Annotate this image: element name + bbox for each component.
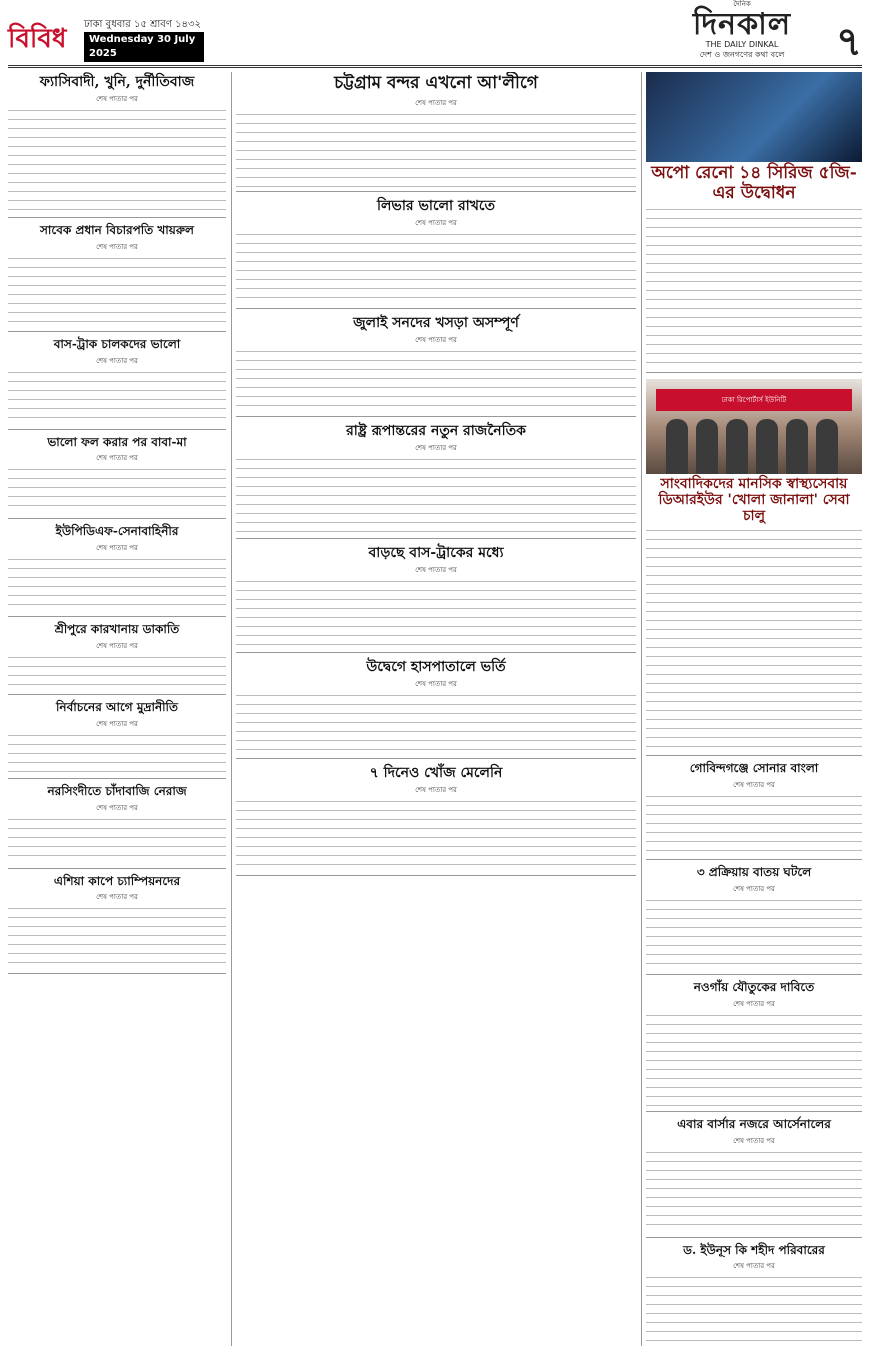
body-text <box>8 107 226 213</box>
headline: ৭ দিনেও খোঁজ মেলেনি <box>369 765 503 782</box>
story-divider <box>8 616 226 617</box>
logo-name: দিনকাল <box>692 7 792 42</box>
story-divider <box>8 518 226 519</box>
news-story <box>8 785 226 869</box>
story-divider <box>8 331 226 332</box>
news-story <box>236 423 636 539</box>
news-story <box>236 315 636 417</box>
headline: নির্বাচনের আগে মুদ্রানীতি <box>55 700 178 715</box>
body-text <box>236 111 636 187</box>
body-text <box>8 556 226 612</box>
body-text <box>646 1149 862 1233</box>
story-divider <box>646 859 862 860</box>
body-text <box>8 732 226 774</box>
news-story <box>646 72 862 373</box>
continuation-note: শেষ পাতার পর <box>96 642 138 651</box>
event-banner: ঢাকা রিপোর্টার্স ইউনিটি <box>656 389 852 411</box>
continuation-note: শেষ পাতার পর <box>96 803 138 812</box>
story-divider <box>236 652 636 653</box>
body-text <box>236 692 636 754</box>
news-story <box>8 74 226 218</box>
story-divider <box>8 429 226 430</box>
date-english: Wednesday 30 July 2025 <box>84 32 204 62</box>
news-story <box>8 338 226 430</box>
headline: নরসিংদীতে চাঁদাবাজি নেরাজ <box>47 783 187 798</box>
story-divider <box>8 778 226 779</box>
news-story <box>646 866 862 975</box>
body-text <box>236 231 636 304</box>
headline: ভালো ফল করার পর বাবা-মা <box>47 434 187 449</box>
body-text <box>8 466 226 514</box>
continuation-note: শেষ পাতার পর <box>733 1262 775 1271</box>
news-story <box>236 198 636 309</box>
body-text <box>646 1012 862 1107</box>
story-divider <box>646 372 862 373</box>
news-story <box>646 981 862 1112</box>
section-name: বিবিধ <box>8 24 67 54</box>
continuation-note: শেষ পাতার পর <box>96 719 138 728</box>
logo-english: THE DAILY DINKAL <box>705 40 779 49</box>
news-photo <box>646 379 862 474</box>
continuation-note: শেষ পাতার পর <box>415 565 457 574</box>
news-story <box>236 74 636 192</box>
news-story <box>8 701 226 779</box>
body-text <box>646 527 862 751</box>
headline: এশিয়া কাপে চ্যাম্পিয়নদের <box>53 873 181 888</box>
news-story <box>8 525 226 617</box>
person-figure <box>696 419 718 474</box>
story-divider <box>8 694 226 695</box>
body-text <box>646 1274 862 1346</box>
column-left <box>8 72 226 1346</box>
continuation-note: শেষ পাতার পর <box>96 544 138 553</box>
story-divider <box>646 974 862 975</box>
continuation-note: শেষ পাতার পর <box>96 356 138 365</box>
story-divider <box>236 416 636 417</box>
news-story <box>236 765 636 876</box>
headline: সাবেক প্রধান বিচারপতি খায়রুল <box>40 223 194 238</box>
news-story <box>236 545 636 653</box>
column-middle <box>236 72 636 1346</box>
news-story <box>8 875 226 975</box>
headline: ৩ প্রক্রিয়ায় বাতয় ঘটলে <box>696 865 812 880</box>
headline: গোবিন্দগঞ্জে সোনার বাংলা <box>689 761 819 776</box>
news-story <box>236 659 636 759</box>
headline: ড. ইউনূস কি শহীদ পরিবারের <box>683 1242 825 1257</box>
headline: শ্রীপুরে কারখানায় ডাকাতি <box>54 622 180 637</box>
news-story <box>646 379 862 756</box>
continuation-note: শেষ পাতার পর <box>415 786 457 795</box>
news-photo <box>646 72 862 162</box>
story-divider <box>236 191 636 192</box>
continuation-note: শেষ পাতার পর <box>415 218 457 227</box>
continuation-note: শেষ পাতার পর <box>415 335 457 344</box>
person-figure <box>726 419 748 474</box>
date-bangla: ঢাকা বুধবার ১৫ শ্রাবণ ১৪৩২ <box>84 19 202 30</box>
headline: চট্টগ্রাম বন্দর এখনো আ'লীগে <box>334 73 538 93</box>
headline: রাষ্ট্র রূপান্তরের নতুন রাজনৈতিক <box>346 422 526 439</box>
headline: উদ্বেগে হাসপাতালে ভর্তি <box>366 658 506 675</box>
body-text <box>8 255 226 327</box>
person-figure <box>666 419 688 474</box>
newspaper-logo <box>662 0 822 62</box>
news-story <box>8 623 226 695</box>
body-text <box>8 905 226 969</box>
headline: এবার বার্সার নজরে আর্সেনালের <box>677 1116 831 1131</box>
continuation-note: শেষ পাতার পর <box>415 680 457 689</box>
body-text <box>8 369 226 425</box>
logo-tagline: দেশ ও জনগণের কথা বলে <box>699 50 785 59</box>
headline: লিভার ভালো রাখতে <box>376 197 496 214</box>
continuation-note: শেষ পাতার পর <box>733 884 775 893</box>
body-text <box>8 816 226 864</box>
news-story <box>8 436 226 520</box>
page-number: ৭ <box>835 19 862 65</box>
story-divider <box>8 217 226 218</box>
continuation-note: শেষ পাতার পর <box>96 242 138 251</box>
headline: ইউপিডিএফ-সেনাবাহিনীর <box>55 524 179 539</box>
news-story <box>8 224 226 332</box>
continuation-note: শেষ পাতার পর <box>96 893 138 902</box>
issue-date <box>84 18 204 62</box>
continuation-note: শেষ পাতার পর <box>733 781 775 790</box>
column-right <box>646 72 862 1346</box>
story-divider <box>236 538 636 539</box>
masthead <box>8 0 862 68</box>
continuation-note: শেষ পাতার পর <box>733 999 775 1008</box>
headline: নওগাঁয় যৌতুকের দাবিতে <box>693 979 815 994</box>
story-divider <box>236 758 636 759</box>
body-text <box>236 348 636 412</box>
story-divider <box>8 973 226 974</box>
story-divider <box>236 875 636 876</box>
body-text <box>646 793 862 855</box>
person-figure <box>816 419 838 474</box>
news-story <box>646 762 862 860</box>
headline: সাংবাদিকদের মানসিক স্বাস্থ্যসেবায় ডিআরইউর 'খোলা জানালা' সেবা চালু <box>658 476 850 525</box>
body-text <box>236 578 636 648</box>
headline: বাড়ছে বাস-ট্রাকের মধ্যে <box>368 544 504 561</box>
headline: অপো রেনো ১৪ সিরিজ ৫জি-এর উদ্বোধন <box>651 163 857 203</box>
story-divider <box>646 1237 862 1238</box>
continuation-note: শেষ পাতার পর <box>415 443 457 452</box>
story-divider <box>8 868 226 869</box>
news-story <box>646 1244 862 1346</box>
headline: ফ্যাসিবাদী, খুনি, দুর্নীতিবাজ <box>39 74 195 90</box>
story-divider <box>646 755 862 756</box>
body-text <box>8 654 226 690</box>
continuation-note: শেষ পাতার পর <box>415 98 457 107</box>
body-text <box>646 897 862 970</box>
continuation-note: শেষ পাতার পর <box>733 1136 775 1145</box>
body-text <box>236 798 636 871</box>
story-divider <box>236 308 636 309</box>
body-text <box>236 456 636 534</box>
headline: জুলাই সনদের খসড়া অসম্পূর্ণ <box>353 314 519 331</box>
logo-prefix: দৈনিক <box>733 0 751 8</box>
person-figure <box>786 419 808 474</box>
continuation-note: শেষ পাতার পর <box>96 454 138 463</box>
headline: বাস-ট্রাক চালকদের ভালো <box>53 336 181 351</box>
person-figure <box>756 419 778 474</box>
body-text <box>646 206 862 368</box>
continuation-note: শেষ পাতার পর <box>96 95 138 104</box>
story-divider <box>646 1111 862 1112</box>
news-story <box>646 1118 862 1238</box>
